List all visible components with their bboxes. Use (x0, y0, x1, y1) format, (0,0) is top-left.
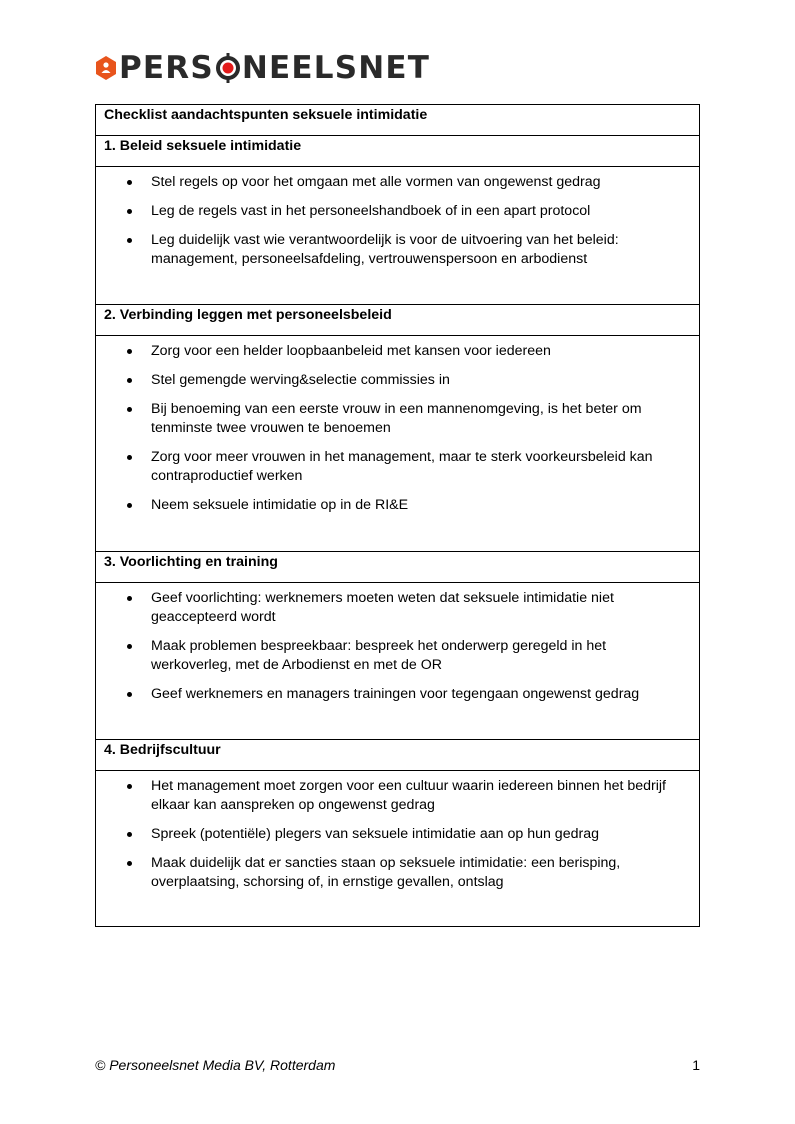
section-heading: 1. Beleid seksuele intimidatie (96, 136, 700, 167)
list-item: Geef voorlichting: werknemers moeten weten dat seksuele intimidatie niet geaccepteerd wordt (96, 589, 687, 627)
bullet-list (96, 167, 699, 269)
list-item: Leg duidelijk vast wie verantwoordelijk is voor de uitvoering van het beleid: management, personeelsafdeling, vertrouwenspersoon en arbodienst (96, 231, 687, 269)
bullet-list (96, 583, 699, 704)
list-item: Stel regels op voor het omgaan met alle vormen van ongewenst gedrag (96, 173, 687, 192)
brand-wordmark (119, 50, 430, 86)
list-item: Zorg voor een helder loopbaanbeleid met kansen voor iedereen (96, 342, 687, 361)
bullet-list (96, 336, 699, 515)
hexagon-person-icon (95, 56, 117, 80)
list-item: Bij benoeming van een eerste vrouw in een mannenomgeving, is het beter om tenminste twee vrouwen te benoemen (96, 400, 687, 438)
section-heading: 4. Bedrijfscultuur (96, 740, 700, 771)
list-item: Zorg voor meer vrouwen in het management, maar te sterk voorkeursbeleid kan contraproductief werken (96, 448, 687, 486)
list-item: Het management moet zorgen voor een cultuur waarin iedereen binnen het bedrijf elkaar kan aanspreken op ongewenst gedrag (96, 777, 687, 815)
list-item: Neem seksuele intimidatie op in de RI&E (96, 496, 687, 515)
list-item: Stel gemengde werving&selectie commissies in (96, 371, 687, 390)
brand-text-end: NEELSNET (241, 50, 431, 86)
list-item: Maak problemen bespreekbaar: bespreek het onderwerp geregeld in het werkoverleg, met de Arbodienst en met de OR (96, 637, 687, 675)
target-o-icon (215, 53, 241, 83)
list-item: Maak duidelijk dat er sancties staan op seksuele intimidatie: een berisping, overplaatsing, schorsing of, in ernstige gevallen, ontslag (96, 854, 687, 892)
page-number: 1 (692, 1057, 700, 1073)
section-body (96, 771, 700, 927)
section-body (96, 167, 700, 305)
checklist-table (95, 104, 700, 927)
list-item: Geef werknemers en managers trainingen voor tegengaan ongewenst gedrag (96, 685, 687, 704)
bullet-list (96, 771, 699, 892)
footer-copyright: © Personeelsnet Media BV, Rotterdam (95, 1057, 336, 1073)
section-heading: 3. Voorlichting en training (96, 552, 700, 583)
list-item: Leg de regels vast in het personeelshandboek of in een apart protocol (96, 202, 687, 221)
brand-logo (95, 50, 430, 86)
section-heading: 2. Verbinding leggen met personeelsbeleid (96, 305, 700, 336)
checklist-title: Checklist aandachtspunten seksuele intimidatie (96, 105, 700, 136)
section-body (96, 583, 700, 740)
brand-text-start: PERS (119, 50, 214, 86)
section-body (96, 336, 700, 552)
list-item: Spreek (potentiële) plegers van seksuele intimidatie aan op hun gedrag (96, 825, 687, 844)
